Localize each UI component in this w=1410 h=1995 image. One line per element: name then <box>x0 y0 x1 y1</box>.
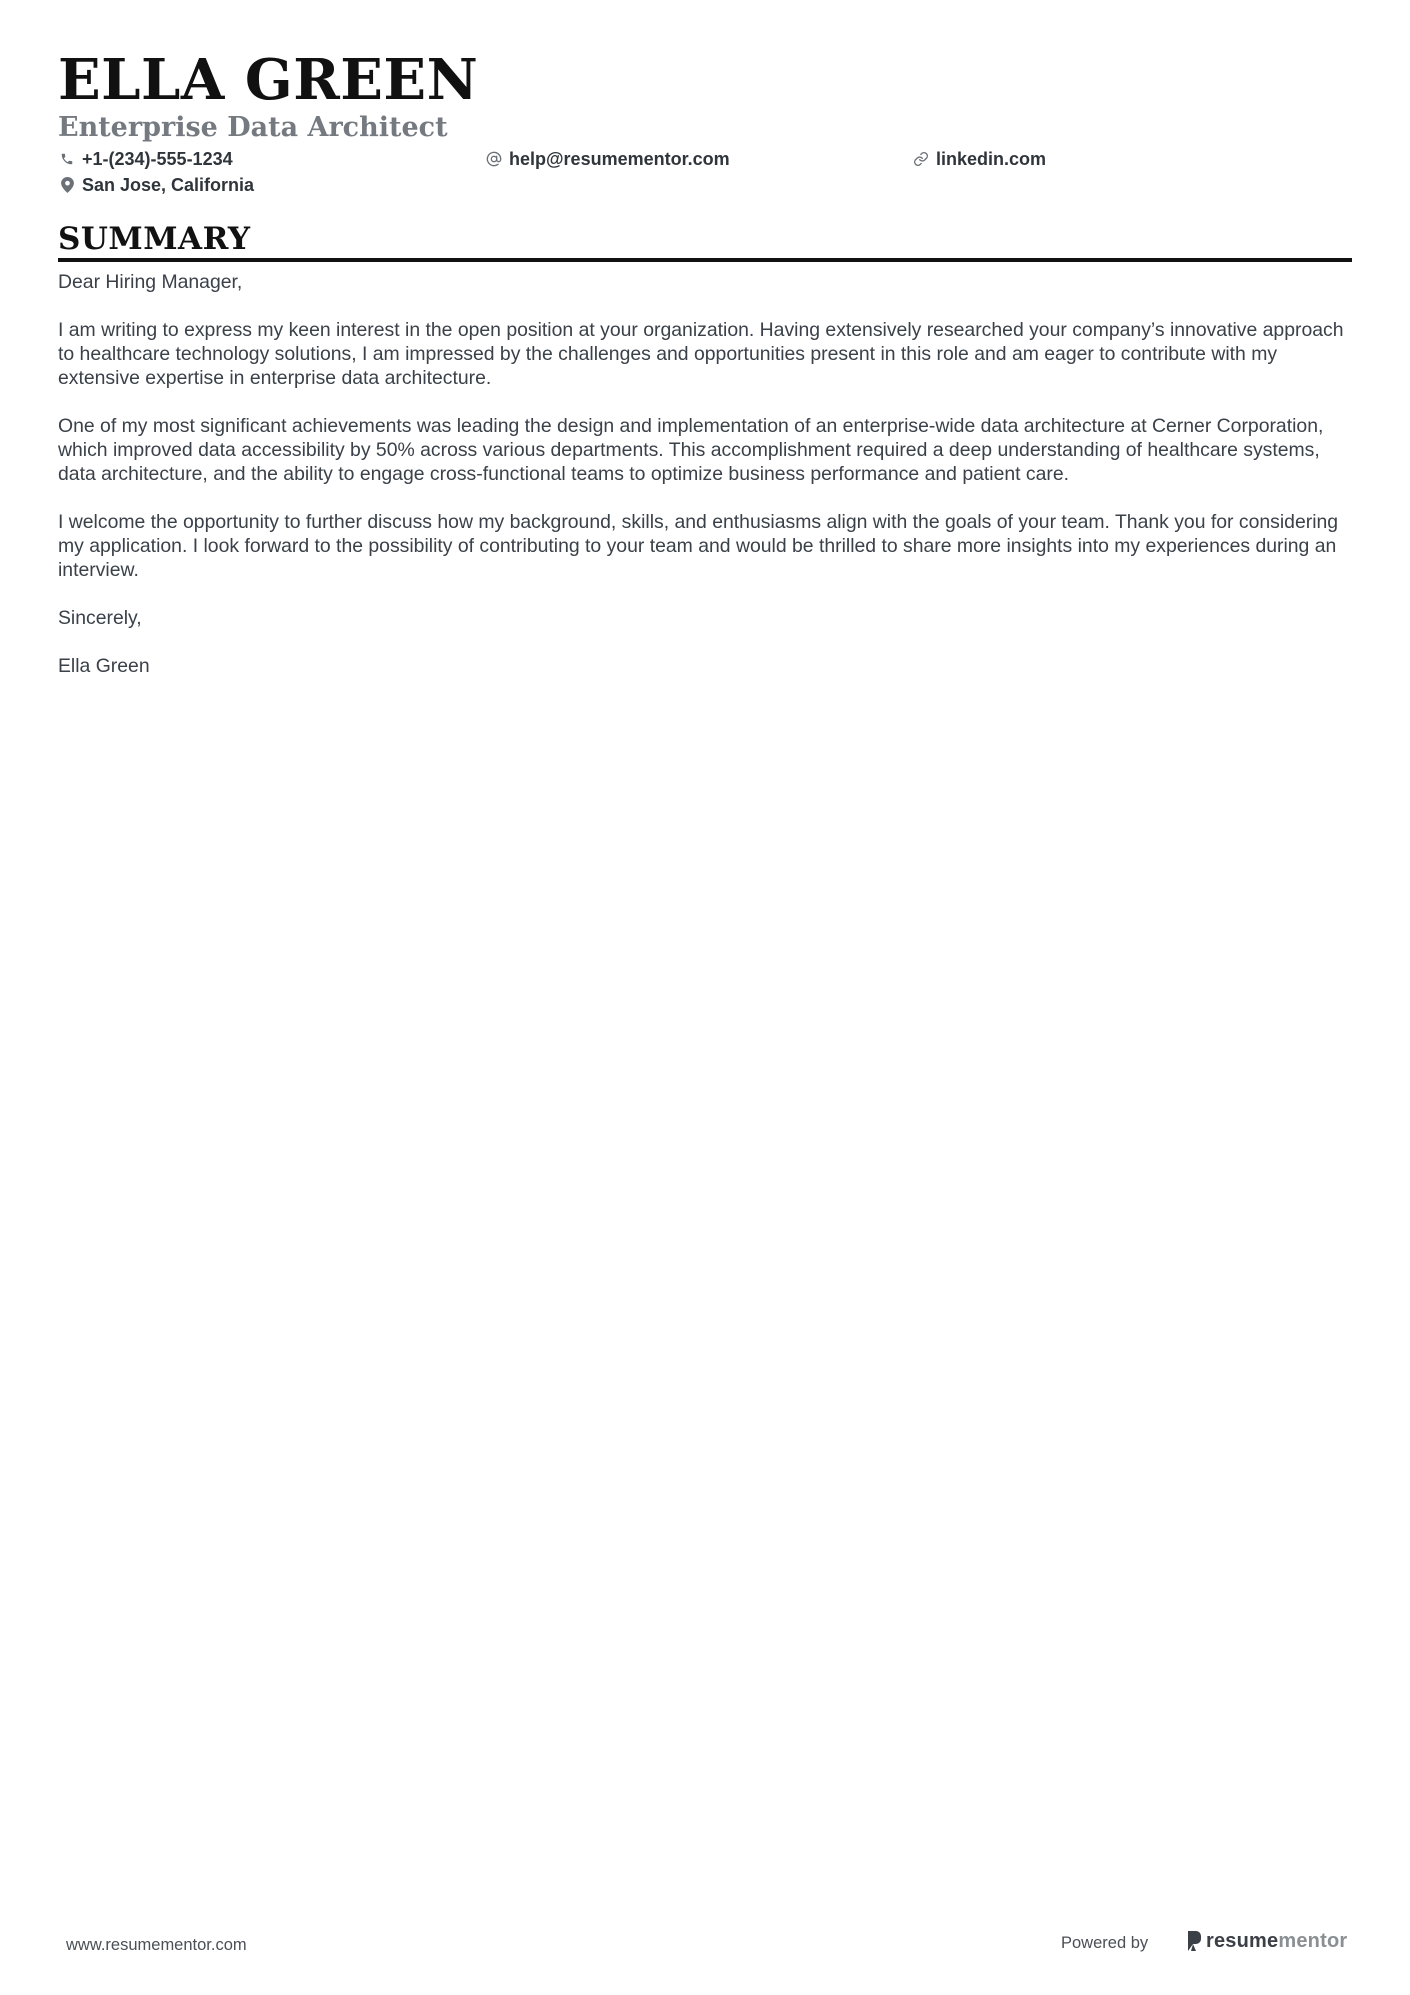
contact-phone <box>58 147 233 171</box>
candidate-name: ELLA GREEN <box>58 47 479 113</box>
closing: Sincerely, <box>58 607 142 629</box>
resumementor-logo[interactable] <box>1185 1929 1347 1953</box>
brand-name <box>1206 1929 1347 1953</box>
contact-location <box>58 173 254 197</box>
job-title: Enterprise Data Architect <box>58 112 448 143</box>
phone-icon <box>58 150 76 168</box>
section-heading-summary: SUMMARY <box>58 221 251 257</box>
paragraph-2: One of my most significant achievements was leading the design and implementation of an enterprise-wide data architecture at Cerner Corporation, which improved data accessibility by 50% across various departments. This accomplishment required a deep understanding of healthcare systems, data architecture, and the ability to engage cross-functional teams to optimize business performance and patient care. <box>58 415 1324 485</box>
email-text: help@resumementor.com <box>509 149 730 169</box>
contact-email <box>485 147 730 171</box>
resumementor-logo-icon <box>1185 1930 1202 1952</box>
signature: Ella Green <box>58 655 150 677</box>
contact-linkedin <box>912 147 1046 171</box>
greeting: Dear Hiring Manager, <box>58 271 243 293</box>
brand-name-part-1: resume <box>1206 1930 1279 1952</box>
section-divider <box>58 258 1352 262</box>
brand-name-part-2: mentor <box>1278 1930 1348 1952</box>
at-icon <box>485 150 503 168</box>
paragraph-1: I am writing to express my keen interest in the open position at your organization. Having extensively researched your company’s innovative approach to healthcare technology solutions, I am impressed by the challenges and opportunities present in this role and am eager to contribute with my extensive expertise in enterprise data architecture. <box>58 319 1344 389</box>
linkedin-text: linkedin.com <box>936 149 1047 169</box>
powered-by-label: Powered by <box>1061 1934 1149 1952</box>
location-text: San Jose, California <box>82 175 255 195</box>
letter-body <box>58 270 1358 702</box>
phone-text: +1-(234)-555-1234 <box>82 149 233 169</box>
map-pin-icon <box>58 176 76 194</box>
link-icon <box>912 150 930 168</box>
paragraph-3: I welcome the opportunity to further discuss how my background, skills, and enthusiasms align with the goals of your team. Thank you for considering my application. I look forward to the possibility of contributing to your team and would be thrilled to share more insights into my experiences during an interview. <box>58 511 1339 581</box>
footer-website-link[interactable]: www.resumementor.com <box>66 1936 247 1954</box>
